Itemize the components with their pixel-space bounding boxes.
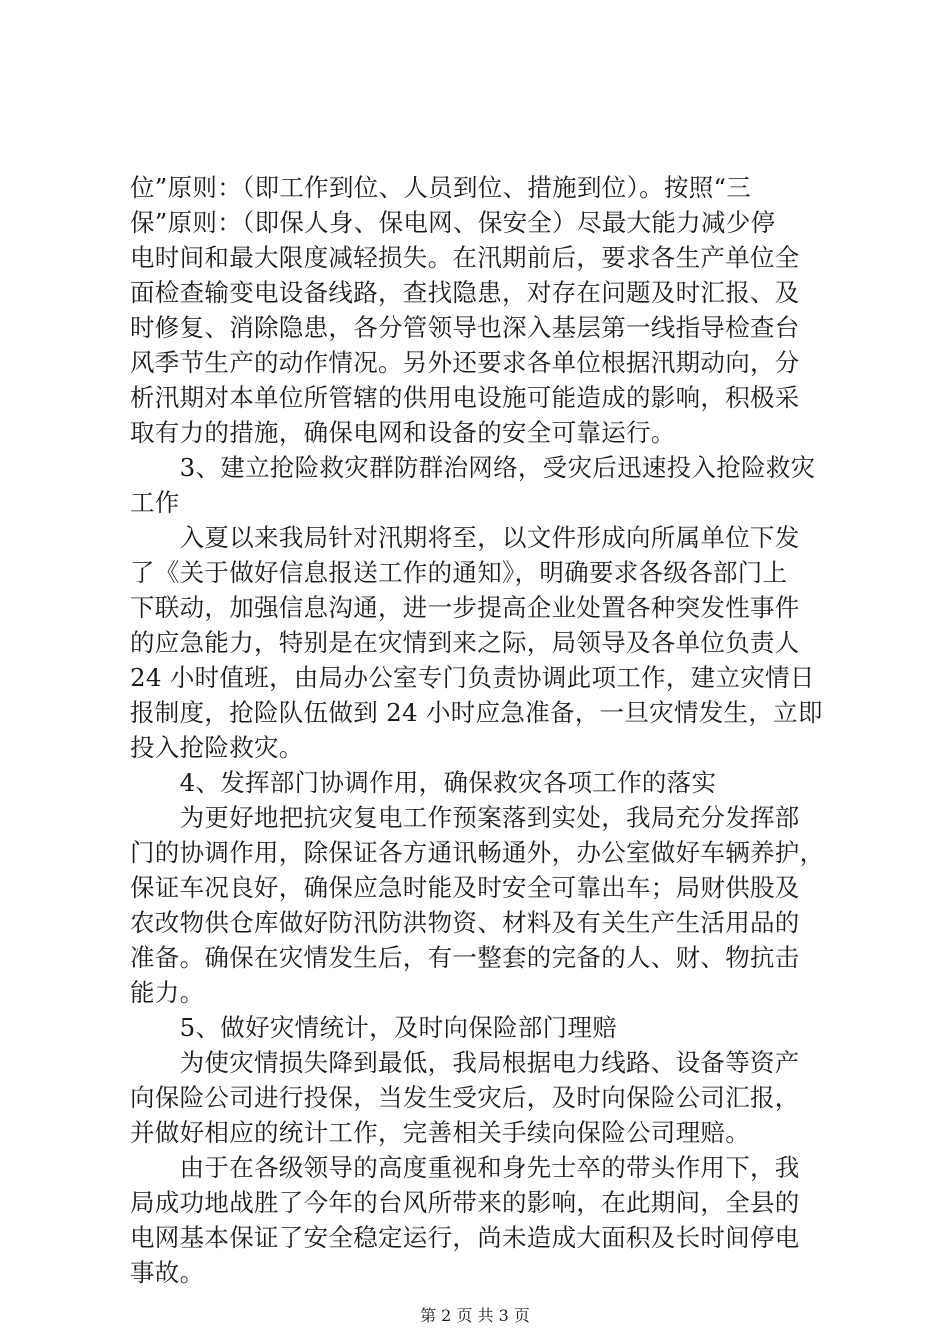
text-line: 电网基本保证了安全稳定运行，尚未造成大面积及长时间停电 bbox=[130, 1223, 800, 1252]
text-line: 报制度，抢险队伍做到 24 小时应急准备，一旦灾情发生，立即 bbox=[130, 698, 823, 727]
text-line: 门的协调作用，除保证各方通讯畅通外，办公室做好车辆养护， bbox=[130, 838, 825, 867]
section-heading: 5、做好灾情统计，及时向保险部门理赔 bbox=[130, 1013, 618, 1042]
text-line: 取有力的措施，确保电网和设备的安全可靠运行。 bbox=[130, 418, 676, 447]
text-line: 准备。确保在灾情发生后，有一整套的完备的人、财、物抗击 bbox=[130, 943, 800, 972]
page-footer: 第 2 页 共 3 页 bbox=[420, 1306, 530, 1325]
text-line: 面检查输变电设备线路，查找隐患，对存在问题及时汇报、及 bbox=[130, 278, 800, 307]
text-line: 时修复、消除隐患，各分管领导也深入基层第一线指导检查台 bbox=[130, 313, 800, 342]
text-line: 24 小时值班，由局办公室专门负责协调此项工作，建立灾情日 bbox=[130, 663, 815, 692]
text-line: 了《关于做好信息报送工作的通知》，明确要求各级各部门上 bbox=[130, 558, 788, 587]
text-line: 局成功地战胜了今年的台风所带来的影响，在此期间，全县的 bbox=[130, 1188, 800, 1217]
text-line: 为使灾情损失降到最低，我局根据电力线路、设备等资产 bbox=[130, 1048, 800, 1077]
text-line: 由于在各级领导的高度重视和身先士卒的带头作用下，我 bbox=[130, 1153, 800, 1182]
text-line: 保”原则：（即保人身、保电网、保安全）尽最大能力减少停 bbox=[130, 208, 776, 237]
text-line: 析汛期对本单位所管辖的供用电设施可能造成的影响，积极采 bbox=[130, 383, 800, 412]
text-line: 下联动，加强信息沟通，进一步提高企业处置各种突发性事件 bbox=[130, 593, 800, 622]
text-line: 农改物供仓库做好防汛防洪物资、材料及有关生产生活用品的 bbox=[130, 908, 800, 937]
text-line: 并做好相应的统计工作，完善相关手续向保险公司理赔。 bbox=[130, 1118, 750, 1147]
section-heading: 工作 bbox=[130, 488, 180, 517]
text-line: 向保险公司进行投保，当发生受灾后，及时向保险公司汇报， bbox=[130, 1083, 800, 1112]
text-line: 电时间和最大限度减轻损失。在汛期前后，要求各生产单位全 bbox=[130, 243, 800, 272]
text-line: 的应急能力，特别是在灾情到来之际，局领导及各单位负责人 bbox=[130, 628, 800, 657]
section-heading: 3、建立抢险救灾群防群治网络，受灾后迅速投入抢险救灾 bbox=[130, 453, 816, 482]
text-line: 投入抢险救灾。 bbox=[130, 733, 304, 762]
text-line: 为更好地把抗灾复电工作预案落到实处，我局充分发挥部 bbox=[130, 803, 800, 832]
text-line: 事故。 bbox=[130, 1258, 205, 1287]
text-line: 保证车况良好，确保应急时能及时安全可靠出车；局财供股及 bbox=[130, 873, 800, 902]
text-line: 位”原则：（即工作到位、人员到位、措施到位）。按照“三 bbox=[130, 173, 752, 202]
text-line: 风季节生产的动作情况。另外还要求各单位根据汛期动向，分 bbox=[130, 348, 800, 377]
text-line: 能力。 bbox=[130, 978, 205, 1007]
text-line: 入夏以来我局针对汛期将至，以文件形成向所属单位下发 bbox=[130, 523, 800, 552]
section-heading: 4、发挥部门协调作用，确保救灾各项工作的落实 bbox=[130, 768, 717, 797]
